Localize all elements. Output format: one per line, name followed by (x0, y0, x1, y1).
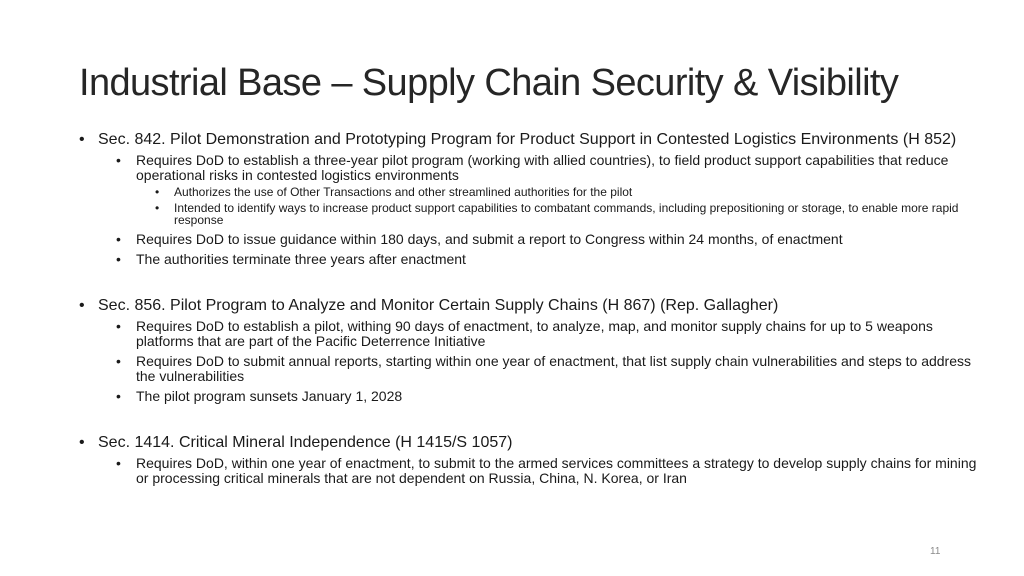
list-item (79, 456, 984, 486)
list-item (79, 232, 984, 247)
sub-list-item (79, 186, 984, 199)
bullet-icon: • (116, 230, 121, 247)
list-item-text: The pilot program sunsets January 1, 2028 (136, 387, 403, 404)
section-heading-text: Sec. 856. Pilot Program to Analyze and Monitor Certain Supply Chains (H 867) (Rep. Gallagher) (98, 296, 779, 314)
slide-title: Industrial Base – Supply Chain Security & Visibility (79, 62, 899, 104)
bullet-icon: • (155, 185, 160, 199)
bullet-icon: • (116, 250, 121, 267)
list-item-text: Requires DoD to establish a three-year pilot program (working with allied countries), to field product support capabilities that reduce operational risks in contested logistics environments (136, 152, 949, 183)
bullet-icon: • (116, 454, 121, 471)
list-item-text: The authorities terminate three years after enactment (136, 250, 466, 267)
sub-list-item-text: Intended to identify ways to increase product support capabilities to combatant commands, including prepositioning or storage, to enable more rapid response (174, 200, 959, 227)
sub-list-item (79, 202, 984, 227)
page-number: 11 (930, 546, 941, 557)
list-item-text: Requires DoD to submit annual reports, starting within one year of enactment, that list supply chain vulnerabilities and steps to address the vulnerabilities (136, 352, 971, 384)
bullet-icon: • (155, 200, 160, 215)
bullet-icon: • (116, 317, 121, 334)
section-heading-text: Sec. 842. Pilot Demonstration and Prototyping Program for Product Support in Contested Logistics Environments (H 852) (98, 131, 957, 148)
bullet-icon: • (79, 296, 85, 314)
bullet-icon: • (116, 152, 121, 168)
list-item (79, 319, 984, 349)
bullet-icon: • (79, 433, 85, 451)
list-item (79, 354, 984, 384)
bullet-icon: • (79, 131, 85, 148)
section-heading-text: Sec. 1414. Critical Mineral Independence (H 1415/S 1057) (98, 433, 513, 451)
bullet-icon: • (116, 352, 121, 369)
sub-list-item-text: Authorizes the use of Other Transactions and other streamlined authorities for the pilot (174, 185, 633, 199)
section-heading (79, 297, 984, 314)
list-item (79, 389, 984, 404)
list-item-text: Requires DoD, within one year of enactment, to submit to the armed services committees a strategy to develop supply chains for mining or processing critical minerals that are not dependent on Russia, China, N. Korea, or Iran (136, 454, 977, 486)
list-item (79, 252, 984, 267)
section-heading (79, 434, 984, 451)
list-item (79, 153, 984, 183)
slide-content (79, 131, 984, 486)
bullet-icon: • (116, 387, 121, 404)
list-item-text: Requires DoD to establish a pilot, withing 90 days of enactment, to analyze, map, and monitor supply chains for up to 5 weapons platforms that are part of the Pacific Deterrence Initiative (136, 317, 933, 349)
section-heading (79, 131, 984, 148)
list-item-text: Requires DoD to issue guidance within 180 days, and submit a report to Congress within 24 months, of enactment (136, 230, 843, 247)
